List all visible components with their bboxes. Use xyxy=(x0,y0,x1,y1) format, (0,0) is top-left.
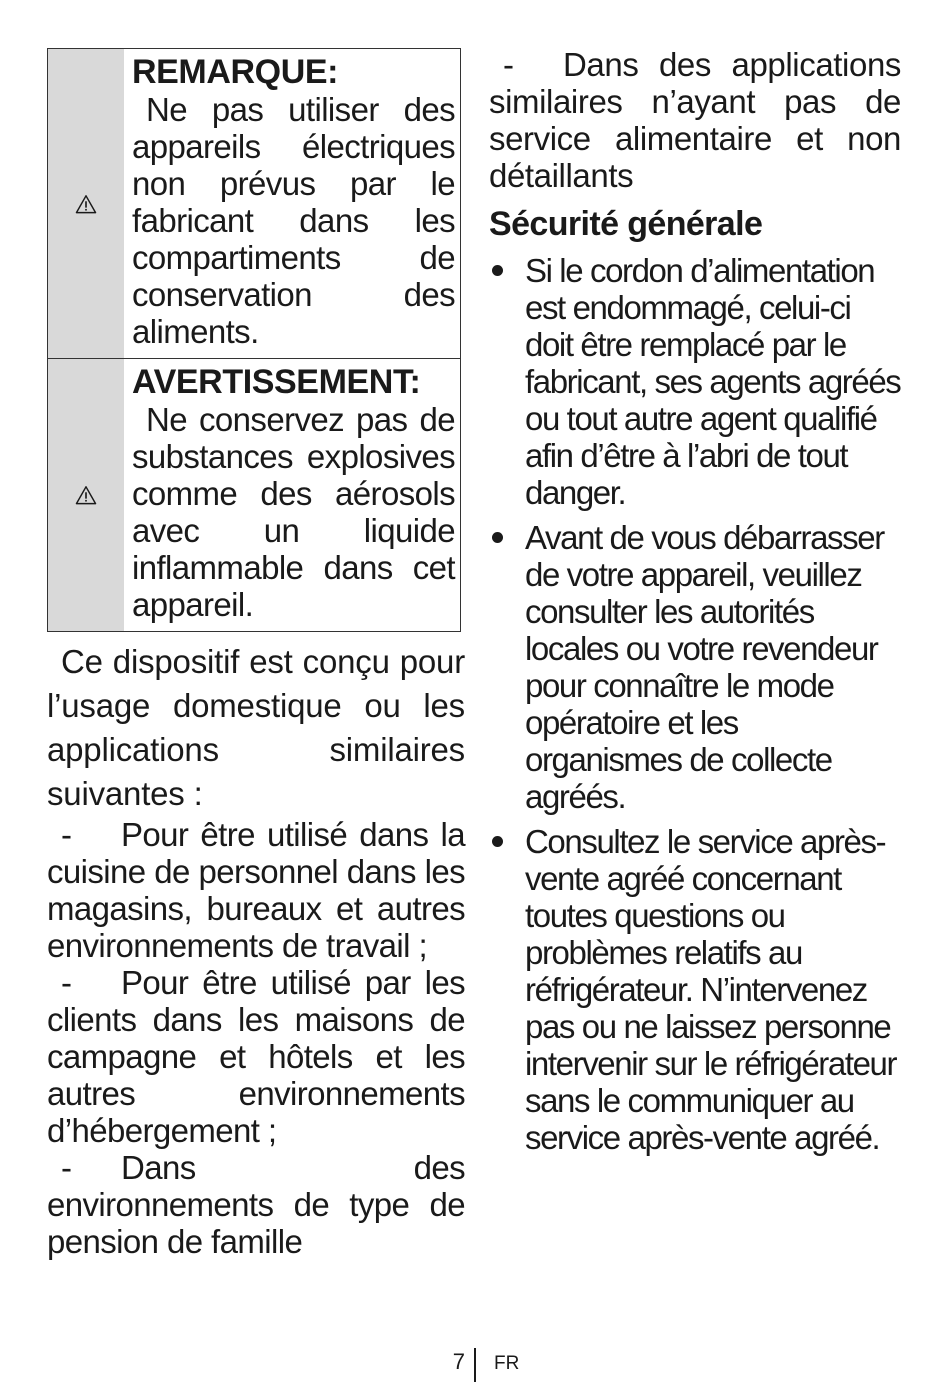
usage-item xyxy=(47,964,465,1149)
dash: - xyxy=(61,964,72,1001)
bullet-dot xyxy=(492,836,503,847)
left-column xyxy=(47,48,465,1260)
notice-icon-cell xyxy=(48,49,124,358)
bullet-item xyxy=(489,252,901,511)
notice-table xyxy=(47,48,461,632)
intro-paragraph: Ce dispositif est conçu pour l’usage domestique ou les applications similaires suivantes : xyxy=(47,643,465,812)
bullet-dot xyxy=(492,265,503,276)
notice-body xyxy=(124,359,460,631)
bullet-text: Si le cordon d’alimentation est endommagé, celui-ci doit être remplacé par le fabricant, ses agents agréés ou tout autre agent qualifié afin d’être à l’abri de tout danger. xyxy=(525,252,901,511)
section-title: Sécurité générale xyxy=(489,205,763,243)
page-number: 7 xyxy=(452,1349,465,1374)
notice-title: AVERTISSEMENT: xyxy=(132,363,421,401)
warning-triangle-icon xyxy=(75,485,97,505)
usage-item xyxy=(47,1149,465,1260)
right-column xyxy=(489,46,901,1164)
dash: - xyxy=(503,46,514,83)
notice-body xyxy=(124,49,460,358)
notice-icon-cell xyxy=(48,359,124,631)
notice-text: Ne conservez pas de substances explosives comme des aérosols avec un liquide inflammable dans cet appareil. xyxy=(132,401,455,623)
page-footer xyxy=(0,1348,950,1384)
usage-list xyxy=(47,816,465,1260)
notice-avertissement xyxy=(48,358,460,631)
dash: - xyxy=(61,1149,72,1186)
notice-remarque xyxy=(48,49,460,358)
bullet-dot xyxy=(492,532,503,543)
usage-item-text: Dans des environnements de type de pension de famille xyxy=(47,1149,465,1260)
dash: - xyxy=(61,816,72,853)
usage-item-text: Dans des applications similaires n’ayant pas de service alimentaire et non détaillants xyxy=(489,46,901,194)
bullet-item xyxy=(489,823,901,1156)
notice-title: REMARQUE: xyxy=(132,53,339,91)
usage-item-continued xyxy=(489,46,901,194)
bullet-text: Avant de vous débarrasser de votre appareil, veuillez consulter les autorités locales ou votre revendeur pour connaître le mode opératoire et les organismes de collecte agréés. xyxy=(525,519,884,815)
bullet-text: Consultez le service après-vente agréé concernant toutes questions ou problèmes relatifs au réfrigérateur. N’intervenez pas ou ne laissez personne intervenir sur le réfrigérateur sans le communiquer au service après-vente agréé. xyxy=(525,823,897,1156)
notice-text: Ne pas utiliser des appareils électriques non prévus par le fabricant dans les compartiments de conservation des aliments. xyxy=(132,91,455,350)
bullet-item xyxy=(489,519,901,815)
language-code: FR xyxy=(494,1353,520,1374)
usage-item xyxy=(47,816,465,964)
warning-triangle-icon xyxy=(75,194,97,214)
footer-divider xyxy=(474,1348,476,1382)
usage-item-text: Pour être utilisé par les clients dans les maisons de campagne et hôtels et les autres environnements d’hébergement ; xyxy=(47,964,465,1149)
safety-bullet-list xyxy=(489,252,901,1156)
usage-item-text: Pour être utilisé dans la cuisine de personnel dans les magasins, bureaux et autres environnements de travail ; xyxy=(47,816,465,964)
